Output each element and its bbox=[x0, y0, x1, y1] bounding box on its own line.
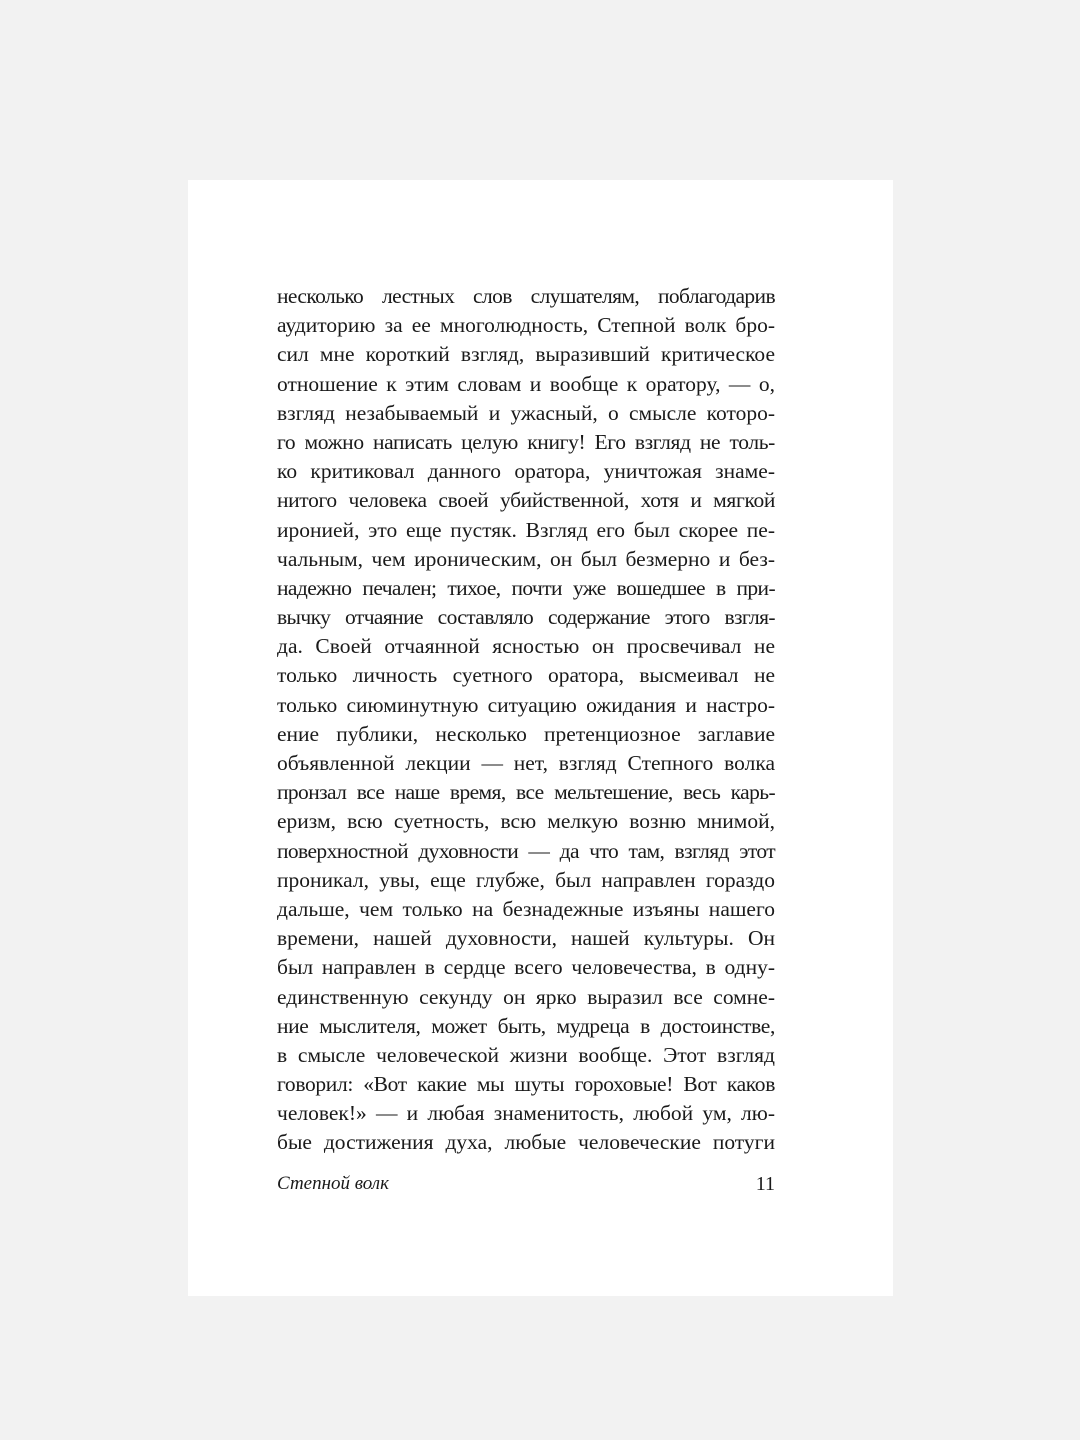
text-line: бые достижения духа, любые человеческие потуги bbox=[277, 1130, 775, 1155]
text-line: отношение к этим словам и вообще к оратору, — о, bbox=[277, 371, 775, 396]
text-line: иронией, это еще пустяк. Взгляд его был скорее пе- bbox=[277, 517, 775, 542]
text-line: сил мне короткий взгляд, выразивший критическое bbox=[277, 342, 775, 367]
text-line: ние мыслителя, может быть, мудреца в достоинстве, bbox=[277, 1013, 775, 1038]
text-line: да. Своей отчаянной ясностью он просвечивал не bbox=[277, 634, 775, 659]
text-line: вычку отчаяние составляло содержание этого взгля- bbox=[277, 605, 775, 630]
running-footer-title: Степной волк bbox=[277, 1173, 389, 1194]
text-line: ко критиковал данного оратора, уничтожая знаме- bbox=[277, 459, 775, 484]
text-line: пронзал все наше время, все мельтешение, весь карь- bbox=[277, 780, 775, 805]
text-line: человек!» — и любая знаменитость, любой ум, лю- bbox=[277, 1101, 775, 1126]
text-line: говорил: «Вот какие мы шуты гороховые! Вот каков bbox=[277, 1072, 775, 1097]
text-line: нитого человека своей убийственной, хотя и мягкой bbox=[277, 488, 775, 513]
page-number: 11 bbox=[755, 1173, 775, 1195]
text-line: был направлен в сердце всего человечества, в одну- bbox=[277, 955, 775, 980]
text-line: времени, нашей духовности, нашей культуры. Он bbox=[277, 926, 775, 951]
text-line: взгляд незабываемый и ужасный, о смысле которо- bbox=[277, 400, 775, 425]
text-line: го можно написать целую книгу! Его взгляд не толь- bbox=[277, 429, 775, 454]
text-line: ение публики, несколько претенциозное заглавие bbox=[277, 721, 775, 746]
text-line: чальным, чем ироническим, он был безмерно и без- bbox=[277, 546, 775, 571]
text-line: аудиторию за ее многолюдность, Степной волк бро- bbox=[277, 313, 775, 338]
text-line: единственную секунду он ярко выразил все сомне- bbox=[277, 984, 775, 1009]
book-page bbox=[188, 180, 893, 1296]
text-line: еризм, всю суетность, всю мелкую возню мнимой, bbox=[277, 809, 775, 834]
text-line: поверхностной духовности — да что там, взгляд этот bbox=[277, 838, 775, 863]
text-line: проникал, увы, еще глубже, был направлен гораздо bbox=[277, 867, 775, 892]
text-line: только сиюминутную ситуацию ожидания и настро- bbox=[277, 692, 775, 717]
text-line: только личность суетного оратора, высмеивал не bbox=[277, 663, 775, 688]
text-line: объявленной лекции — нет, взгляд Степного волка bbox=[277, 751, 775, 775]
text-line: несколько лестных слов слушателям, поблагодарив bbox=[277, 284, 775, 308]
body-text bbox=[277, 282, 775, 1158]
text-line: надежно печален; тихое, почти уже вошедшее в при- bbox=[277, 575, 775, 600]
text-line: дальше, чем только на безнадежные изъяны нашего bbox=[277, 896, 775, 921]
text-line: в смысле человеческой жизни вообще. Этот взгляд bbox=[277, 1042, 775, 1067]
